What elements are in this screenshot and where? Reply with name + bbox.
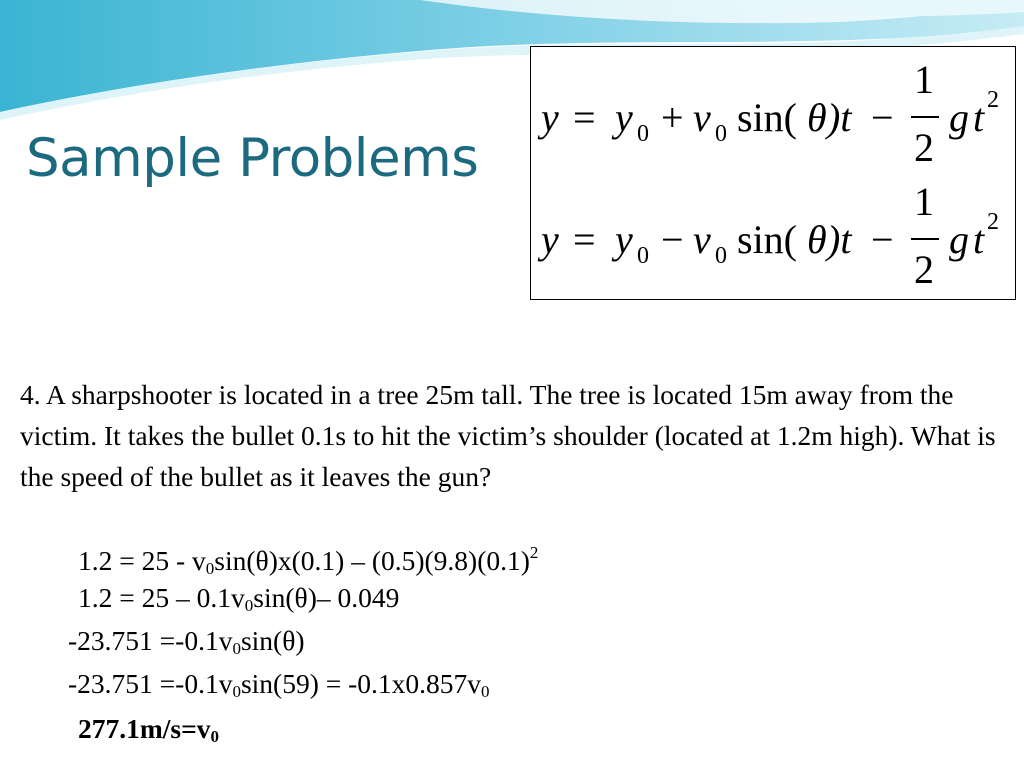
eq2-exponent: 2 — [987, 209, 999, 235]
eq2-sin: sin( — [737, 217, 797, 262]
eq2-equals: = — [573, 217, 596, 262]
eq1-denominator: 2 — [914, 125, 934, 170]
eq1-sin: sin( — [737, 95, 797, 140]
eq2-theta: θ — [807, 217, 827, 262]
eq1-y0-sub: 0 — [637, 121, 649, 147]
eq1-exponent: 2 — [987, 87, 999, 113]
eq1-y0: y — [615, 95, 633, 140]
eq1-t: t — [973, 95, 985, 140]
eq1-close-t: )t — [827, 95, 852, 140]
slide-title: Sample Problems — [26, 128, 479, 189]
eq1-v0: v — [693, 95, 711, 140]
eq2-y0: y — [615, 217, 633, 262]
eq1-equals: = — [573, 95, 596, 140]
eq1-numerator: 1 — [914, 57, 934, 102]
eq2-v0: v — [693, 217, 711, 262]
eq1-g: g — [949, 95, 969, 140]
eq2-v0-sub: 0 — [715, 243, 727, 269]
eq1-minus: − — [871, 95, 894, 140]
solution-step-4: $-23.751 =-0.1v_0\sin(59) = -0.1x0.857v_0$ — [68, 668, 490, 701]
eq2-minus-op: − — [661, 217, 684, 262]
eq2-minus: − — [871, 217, 894, 262]
solution-answer: $277.1m/s=v_0$ — [78, 713, 220, 746]
equations-box — [530, 46, 1016, 300]
solution-step-1: $1.2 = 25 - v_0\sin(\theta)x(0.1) - (0.5)(9.8)(0.1)^2$ — [78, 543, 539, 578]
eq2-denominator: 2 — [914, 247, 934, 292]
solution-step-3: $-23.751 =-0.1v_0\sin(\theta)$ — [68, 625, 305, 658]
eq1-v0-sub: 0 — [715, 121, 727, 147]
equation-2 — [537, 179, 999, 292]
eq1-plus: + — [661, 95, 684, 140]
eq2-g: g — [949, 217, 969, 262]
equation-1 — [537, 57, 999, 170]
eq1-theta: θ — [807, 95, 827, 140]
eq2-close-t: )t — [827, 217, 852, 262]
eq2-y: y — [541, 217, 559, 262]
eq2-y0-sub: 0 — [637, 243, 649, 269]
eq2-t: t — [973, 217, 985, 262]
problem-statement: 4. A sharpshooter is located in a tree 25m tall. The tree is located 15m away from the victim. It takes the bullet 0.1s to hit the victim’s shoulder (located at 1.2m high). What is the speed of the bullet as it leaves the gun? — [20, 379, 996, 492]
solution-step-2: $1.2 = 25 - 0.1v_0\sin(\theta)-$ 0.049 — [78, 582, 400, 615]
eq1-y: y — [541, 95, 559, 140]
eq2-numerator: 1 — [914, 179, 934, 224]
